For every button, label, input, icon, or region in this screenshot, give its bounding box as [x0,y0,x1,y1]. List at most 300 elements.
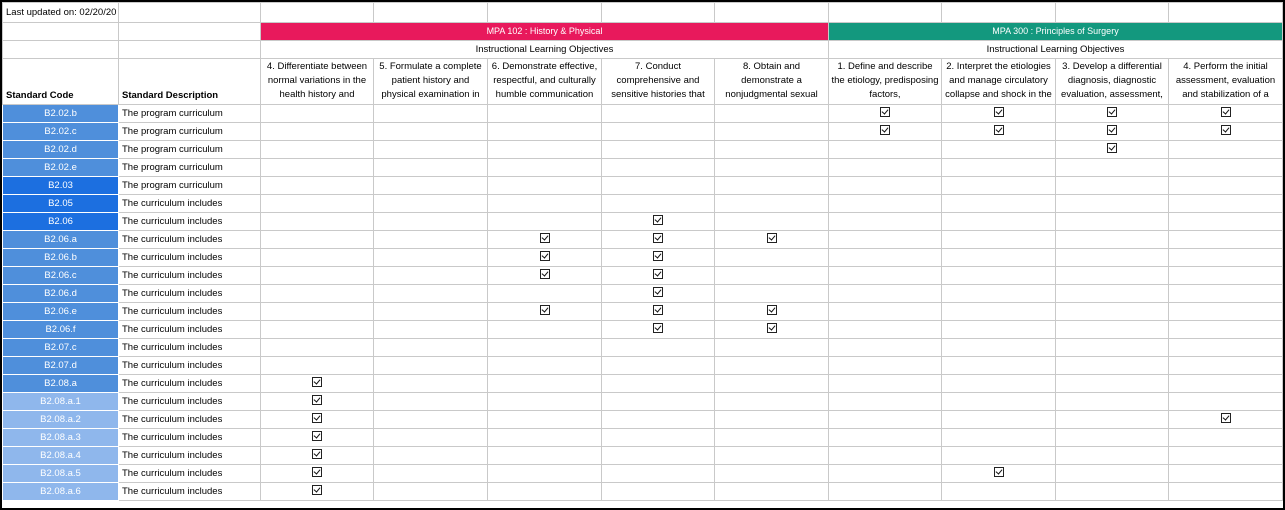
standard-description-cell[interactable]: The curriculum includes [119,447,261,465]
mapping-cell[interactable] [1169,267,1283,285]
standard-code-cell[interactable]: B2.07.d [3,357,119,375]
mapping-cell[interactable] [374,303,488,321]
mapping-cell[interactable] [374,357,488,375]
mapping-cell[interactable] [942,357,1056,375]
cell[interactable] [715,3,829,23]
checked-checkbox-icon [994,467,1004,477]
mapping-cell[interactable] [374,267,488,285]
mapping-cell[interactable] [261,357,374,375]
mapping-cell[interactable] [829,177,942,195]
mapping-cell[interactable] [1056,159,1169,177]
mapping-cell[interactable] [602,105,715,123]
checked-checkbox-icon [1221,413,1231,423]
standard-code-cell[interactable]: B2.02.c [3,123,119,141]
mapping-cell[interactable] [488,141,602,159]
mapping-cell[interactable] [1169,393,1283,411]
standard-code-cell[interactable]: B2.06.d [3,285,119,303]
mapping-cell[interactable] [1169,159,1283,177]
mapping-cell[interactable] [261,267,374,285]
mapping-cell[interactable] [1169,285,1283,303]
mapping-cell[interactable] [1056,447,1169,465]
curriculum-grid [2,2,1283,501]
mapping-cell[interactable] [488,267,602,285]
standard-description-cell[interactable]: The curriculum includes [119,483,261,501]
mapping-cell[interactable] [488,105,602,123]
mapping-cell[interactable] [374,249,488,267]
mapping-cell[interactable] [942,177,1056,195]
standard-code-cell[interactable]: B2.03 [3,177,119,195]
mapping-cell[interactable] [602,483,715,501]
mapping-cell[interactable] [829,375,942,393]
standard-description-cell[interactable]: The program curriculum [119,105,261,123]
standard-code-cell[interactable]: B2.08.a.3 [3,429,119,447]
mapping-cell[interactable] [715,375,829,393]
cell[interactable] [488,3,602,23]
mapping-cell[interactable] [942,249,1056,267]
mapping-cell[interactable] [1056,195,1169,213]
cell[interactable] [119,3,261,23]
checked-checkbox-icon [653,305,663,315]
mapping-cell[interactable] [829,213,942,231]
mapping-cell[interactable] [942,159,1056,177]
mapping-cell[interactable] [942,231,1056,249]
standard-description-cell[interactable]: The curriculum includes [119,249,261,267]
mapping-cell[interactable] [261,375,374,393]
standard-description-cell[interactable]: The curriculum includes [119,357,261,375]
mapping-cell[interactable] [1169,141,1283,159]
mapping-cell[interactable] [488,177,602,195]
mapping-cell[interactable] [715,483,829,501]
mapping-cell[interactable] [261,411,374,429]
header-row-courses [3,23,1283,41]
mapping-cell[interactable] [261,429,374,447]
mapping-cell[interactable] [829,141,942,159]
mapping-cell[interactable] [602,357,715,375]
mapping-cell[interactable] [942,285,1056,303]
mapping-cell[interactable] [715,141,829,159]
mapping-cell[interactable] [715,393,829,411]
mapping-cell[interactable] [1169,357,1283,375]
mapping-cell[interactable] [1169,411,1283,429]
course-title-mpa300[interactable]: MPA 300 : Principles of Surgery [829,23,1283,41]
standard-code-cell[interactable]: B2.06.c [3,267,119,285]
mapping-cell[interactable] [1056,105,1169,123]
mapping-cell[interactable] [1169,123,1283,141]
mapping-cell[interactable] [1169,249,1283,267]
standard-description-cell[interactable]: The curriculum includes [119,285,261,303]
standard-description-cell[interactable]: The curriculum includes [119,393,261,411]
mapping-cell[interactable] [602,141,715,159]
mapping-cell[interactable] [1169,321,1283,339]
cell[interactable] [3,41,119,59]
mapping-cell[interactable] [942,483,1056,501]
mapping-cell[interactable] [261,321,374,339]
mapping-cell[interactable] [374,339,488,357]
mapping-cell[interactable] [374,447,488,465]
standard-code-header[interactable]: Standard Code [3,59,119,105]
mapping-cell[interactable] [261,465,374,483]
mapping-cell[interactable] [261,159,374,177]
mapping-cell[interactable] [829,411,942,429]
standard-description-cell[interactable]: The curriculum includes [119,213,261,231]
mapping-cell[interactable] [261,123,374,141]
standard-description-cell[interactable]: The program curriculum [119,177,261,195]
mapping-cell[interactable] [1056,267,1169,285]
cell[interactable] [829,3,942,23]
mapping-cell[interactable] [602,177,715,195]
mapping-cell[interactable] [829,429,942,447]
mapping-cell[interactable] [261,447,374,465]
cell[interactable] [119,41,261,59]
mapping-cell[interactable] [1169,429,1283,447]
mapping-cell[interactable] [715,465,829,483]
mapping-cell[interactable] [1169,231,1283,249]
header-row-objectives [3,59,1283,105]
mapping-cell[interactable] [602,267,715,285]
mapping-cell[interactable] [1169,375,1283,393]
mapping-cell[interactable] [942,339,1056,357]
mapping-cell[interactable] [829,123,942,141]
checked-checkbox-icon [312,377,322,387]
cell[interactable] [374,3,488,23]
cell[interactable] [1169,3,1283,23]
mapping-cell[interactable] [261,303,374,321]
mapping-cell[interactable] [1169,465,1283,483]
mapping-cell[interactable] [374,429,488,447]
standard-code-cell[interactable]: B2.02.b [3,105,119,123]
header-row-ilo [3,41,1283,59]
mapping-cell[interactable] [715,429,829,447]
mapping-cell[interactable] [942,195,1056,213]
mapping-cell[interactable] [1056,249,1169,267]
mapping-cell[interactable] [829,231,942,249]
mapping-cell[interactable] [602,303,715,321]
mapping-cell[interactable] [942,321,1056,339]
mapping-cell[interactable] [488,195,602,213]
mapping-cell[interactable] [488,465,602,483]
standard-code-cell[interactable]: B2.05 [3,195,119,213]
checked-checkbox-icon [540,233,550,243]
mapping-cell[interactable] [374,141,488,159]
standard-description-cell[interactable]: The program curriculum [119,141,261,159]
objective-header[interactable]: 3. Develop a differential diagnosis, diagnostic evaluation, assessment, [1056,59,1169,105]
course-title-mpa102[interactable]: MPA 102 : History & Physical [261,23,829,41]
mapping-cell[interactable] [602,339,715,357]
mapping-cell[interactable] [1056,483,1169,501]
checked-checkbox-icon [653,287,663,297]
standard-description-cell[interactable]: The program curriculum [119,159,261,177]
mapping-cell[interactable] [374,411,488,429]
standard-description-cell[interactable]: The curriculum includes [119,465,261,483]
standard-code-cell[interactable]: B2.06.f [3,321,119,339]
objective-header[interactable]: 1. Define and describe the etiology, predisposing factors, [829,59,942,105]
mapping-cell[interactable] [488,483,602,501]
mapping-cell[interactable] [715,411,829,429]
mapping-cell[interactable] [488,375,602,393]
mapping-cell[interactable] [942,429,1056,447]
mapping-cell[interactable] [374,321,488,339]
mapping-cell[interactable] [829,303,942,321]
mapping-cell[interactable] [829,465,942,483]
standard-code-cell[interactable]: B2.08.a.5 [3,465,119,483]
mapping-cell[interactable] [829,321,942,339]
mapping-cell[interactable] [488,393,602,411]
mapping-cell[interactable] [261,177,374,195]
cell[interactable] [602,3,715,23]
mapping-cell[interactable] [942,141,1056,159]
mapping-cell[interactable] [942,393,1056,411]
checked-checkbox-icon [994,125,1004,135]
mapping-cell[interactable] [374,465,488,483]
mapping-cell[interactable] [488,213,602,231]
mapping-cell[interactable] [261,483,374,501]
objective-header[interactable]: 8. Obtain and demonstrate a nonjudgmental sexual [715,59,829,105]
ilo-header-mpa102[interactable]: Instructional Learning Objectives [261,41,829,59]
mapping-cell[interactable] [488,303,602,321]
mapping-cell[interactable] [829,285,942,303]
mapping-cell[interactable] [1056,177,1169,195]
mapping-cell[interactable] [1056,339,1169,357]
mapping-cell[interactable] [261,231,374,249]
standard-description-cell[interactable]: The curriculum includes [119,321,261,339]
mapping-cell[interactable] [829,339,942,357]
mapping-cell[interactable] [602,447,715,465]
mapping-cell[interactable] [602,159,715,177]
mapping-cell[interactable] [942,303,1056,321]
mapping-cell[interactable] [374,177,488,195]
mapping-cell[interactable] [488,285,602,303]
mapping-cell[interactable] [1056,123,1169,141]
mapping-cell[interactable] [829,357,942,375]
objective-header[interactable]: 7. Conduct comprehensive and sensitive histories that [602,59,715,105]
standard-description-cell[interactable]: The curriculum includes [119,339,261,357]
table-row [3,393,1283,411]
mapping-cell[interactable] [602,249,715,267]
mapping-cell[interactable] [1056,285,1169,303]
cell[interactable] [1056,3,1169,23]
cell[interactable] [261,3,374,23]
mapping-cell[interactable] [374,393,488,411]
cell[interactable] [942,3,1056,23]
checked-checkbox-icon [653,251,663,261]
standard-code-cell[interactable]: B2.08.a.2 [3,411,119,429]
mapping-cell[interactable] [715,285,829,303]
mapping-cell[interactable] [261,213,374,231]
standard-description-cell[interactable]: The curriculum includes [119,375,261,393]
mapping-cell[interactable] [374,105,488,123]
mapping-cell[interactable] [715,105,829,123]
mapping-cell[interactable] [715,303,829,321]
mapping-cell[interactable] [488,231,602,249]
mapping-cell[interactable] [715,177,829,195]
mapping-cell[interactable] [829,195,942,213]
checked-checkbox-icon [767,233,777,243]
checked-checkbox-icon [1107,143,1117,153]
mapping-cell[interactable] [715,339,829,357]
mapping-cell[interactable] [715,123,829,141]
mapping-cell[interactable] [602,321,715,339]
standard-description-cell[interactable]: The curriculum includes [119,231,261,249]
mapping-cell[interactable] [942,267,1056,285]
mapping-cell[interactable] [602,375,715,393]
mapping-cell[interactable] [1056,429,1169,447]
table-row [3,213,1283,231]
standard-description-cell[interactable]: The curriculum includes [119,195,261,213]
mapping-cell[interactable] [715,159,829,177]
mapping-cell[interactable] [261,141,374,159]
standard-code-cell[interactable]: B2.06.b [3,249,119,267]
mapping-cell[interactable] [1056,393,1169,411]
cell[interactable] [119,23,261,41]
mapping-cell[interactable] [1169,447,1283,465]
mapping-cell[interactable] [374,123,488,141]
mapping-cell[interactable] [1169,339,1283,357]
mapping-cell[interactable] [374,375,488,393]
mapping-cell[interactable] [602,411,715,429]
objective-header[interactable]: 2. Interpret the etiologies and manage circulatory collapse and shock in the [942,59,1056,105]
mapping-cell[interactable] [602,465,715,483]
mapping-cell[interactable] [715,195,829,213]
table-row [3,357,1283,375]
mapping-cell[interactable] [374,195,488,213]
mapping-cell[interactable] [488,321,602,339]
standard-code-cell[interactable]: B2.06 [3,213,119,231]
mapping-cell[interactable] [602,285,715,303]
checked-checkbox-icon [994,107,1004,117]
mapping-cell[interactable] [829,447,942,465]
mapping-cell[interactable] [942,465,1056,483]
mapping-cell[interactable] [1169,177,1283,195]
mapping-cell[interactable] [488,339,602,357]
mapping-cell[interactable] [829,105,942,123]
mapping-cell[interactable] [374,483,488,501]
mapping-cell[interactable] [715,231,829,249]
mapping-cell[interactable] [261,393,374,411]
mapping-cell[interactable] [261,105,374,123]
mapping-cell[interactable] [1056,321,1169,339]
standard-code-cell[interactable]: B2.08.a [3,375,119,393]
cell[interactable] [3,23,119,41]
mapping-cell[interactable] [942,213,1056,231]
mapping-cell[interactable] [488,357,602,375]
objective-header[interactable]: 4. Differentiate between normal variations in the health history and [261,59,374,105]
standard-description-cell[interactable]: The curriculum includes [119,411,261,429]
mapping-cell[interactable] [1056,303,1169,321]
mapping-cell[interactable] [942,411,1056,429]
mapping-cell[interactable] [1169,303,1283,321]
last-updated-cell[interactable]: Last updated on: 02/20/20 [3,3,119,23]
standard-code-cell[interactable]: B2.06.e [3,303,119,321]
mapping-cell[interactable] [829,159,942,177]
standard-code-cell[interactable]: B2.08.a.4 [3,447,119,465]
checked-checkbox-icon [653,323,663,333]
standard-code-cell[interactable]: B2.07.c [3,339,119,357]
checked-checkbox-icon [1107,125,1117,135]
mapping-cell[interactable] [488,429,602,447]
objective-header[interactable]: 5. Formulate a complete patient history and physical examination in [374,59,488,105]
mapping-cell[interactable] [374,159,488,177]
mapping-cell[interactable] [488,411,602,429]
mapping-cell[interactable] [488,123,602,141]
standard-code-cell[interactable]: B2.06.a [3,231,119,249]
mapping-cell[interactable] [602,195,715,213]
standard-description-cell[interactable]: The curriculum includes [119,303,261,321]
mapping-cell[interactable] [488,159,602,177]
mapping-cell[interactable] [602,123,715,141]
standard-code-cell[interactable]: B2.02.e [3,159,119,177]
checked-checkbox-icon [653,269,663,279]
mapping-cell[interactable] [261,249,374,267]
mapping-cell[interactable] [715,249,829,267]
mapping-cell[interactable] [829,267,942,285]
mapping-cell[interactable] [1056,357,1169,375]
mapping-cell[interactable] [715,267,829,285]
mapping-cell[interactable] [1056,375,1169,393]
table-row [3,159,1283,177]
standard-description-cell[interactable]: The program curriculum [119,123,261,141]
mapping-cell[interactable] [1056,141,1169,159]
mapping-cell[interactable] [261,195,374,213]
table-row [3,447,1283,465]
checked-checkbox-icon [767,323,777,333]
checked-checkbox-icon [653,233,663,243]
mapping-cell[interactable] [488,249,602,267]
mapping-cell[interactable] [715,213,829,231]
mapping-cell[interactable] [1169,213,1283,231]
mapping-cell[interactable] [942,123,1056,141]
mapping-cell[interactable] [602,231,715,249]
objective-header[interactable]: 4. Perform the initial assessment, evaluation and stabilization of a [1169,59,1283,105]
mapping-cell[interactable] [942,447,1056,465]
ilo-header-mpa300[interactable]: Instructional Learning Objectives [829,41,1283,59]
mapping-cell[interactable] [1056,231,1169,249]
standard-code-cell[interactable]: B2.02.d [3,141,119,159]
table-row [3,141,1283,159]
mapping-cell[interactable] [374,231,488,249]
checked-checkbox-icon [880,125,890,135]
mapping-cell[interactable] [715,357,829,375]
mapping-cell[interactable] [1169,105,1283,123]
mapping-cell[interactable] [829,483,942,501]
standard-description-header[interactable]: Standard Description [119,59,261,105]
mapping-cell[interactable] [1056,411,1169,429]
standard-description-cell[interactable]: The curriculum includes [119,429,261,447]
standard-code-cell[interactable]: B2.08.a.1 [3,393,119,411]
mapping-cell[interactable] [602,213,715,231]
mapping-cell[interactable] [602,429,715,447]
mapping-cell[interactable] [715,321,829,339]
mapping-cell[interactable] [942,375,1056,393]
mapping-cell[interactable] [488,447,602,465]
mapping-cell[interactable] [602,393,715,411]
mapping-cell[interactable] [1056,465,1169,483]
mapping-cell[interactable] [261,339,374,357]
standard-description-cell[interactable]: The curriculum includes [119,267,261,285]
mapping-cell[interactable] [715,447,829,465]
mapping-cell[interactable] [261,285,374,303]
mapping-cell[interactable] [374,285,488,303]
objective-header[interactable]: 6. Demonstrate effective, respectful, and culturally humble communication [488,59,602,105]
checked-checkbox-icon [540,251,550,261]
mapping-cell[interactable] [829,249,942,267]
mapping-cell[interactable] [1169,483,1283,501]
mapping-cell[interactable] [374,213,488,231]
mapping-cell[interactable] [1056,213,1169,231]
mapping-cell[interactable] [1169,195,1283,213]
mapping-cell[interactable] [829,393,942,411]
standard-code-cell[interactable]: B2.08.a.6 [3,483,119,501]
mapping-cell[interactable] [942,105,1056,123]
